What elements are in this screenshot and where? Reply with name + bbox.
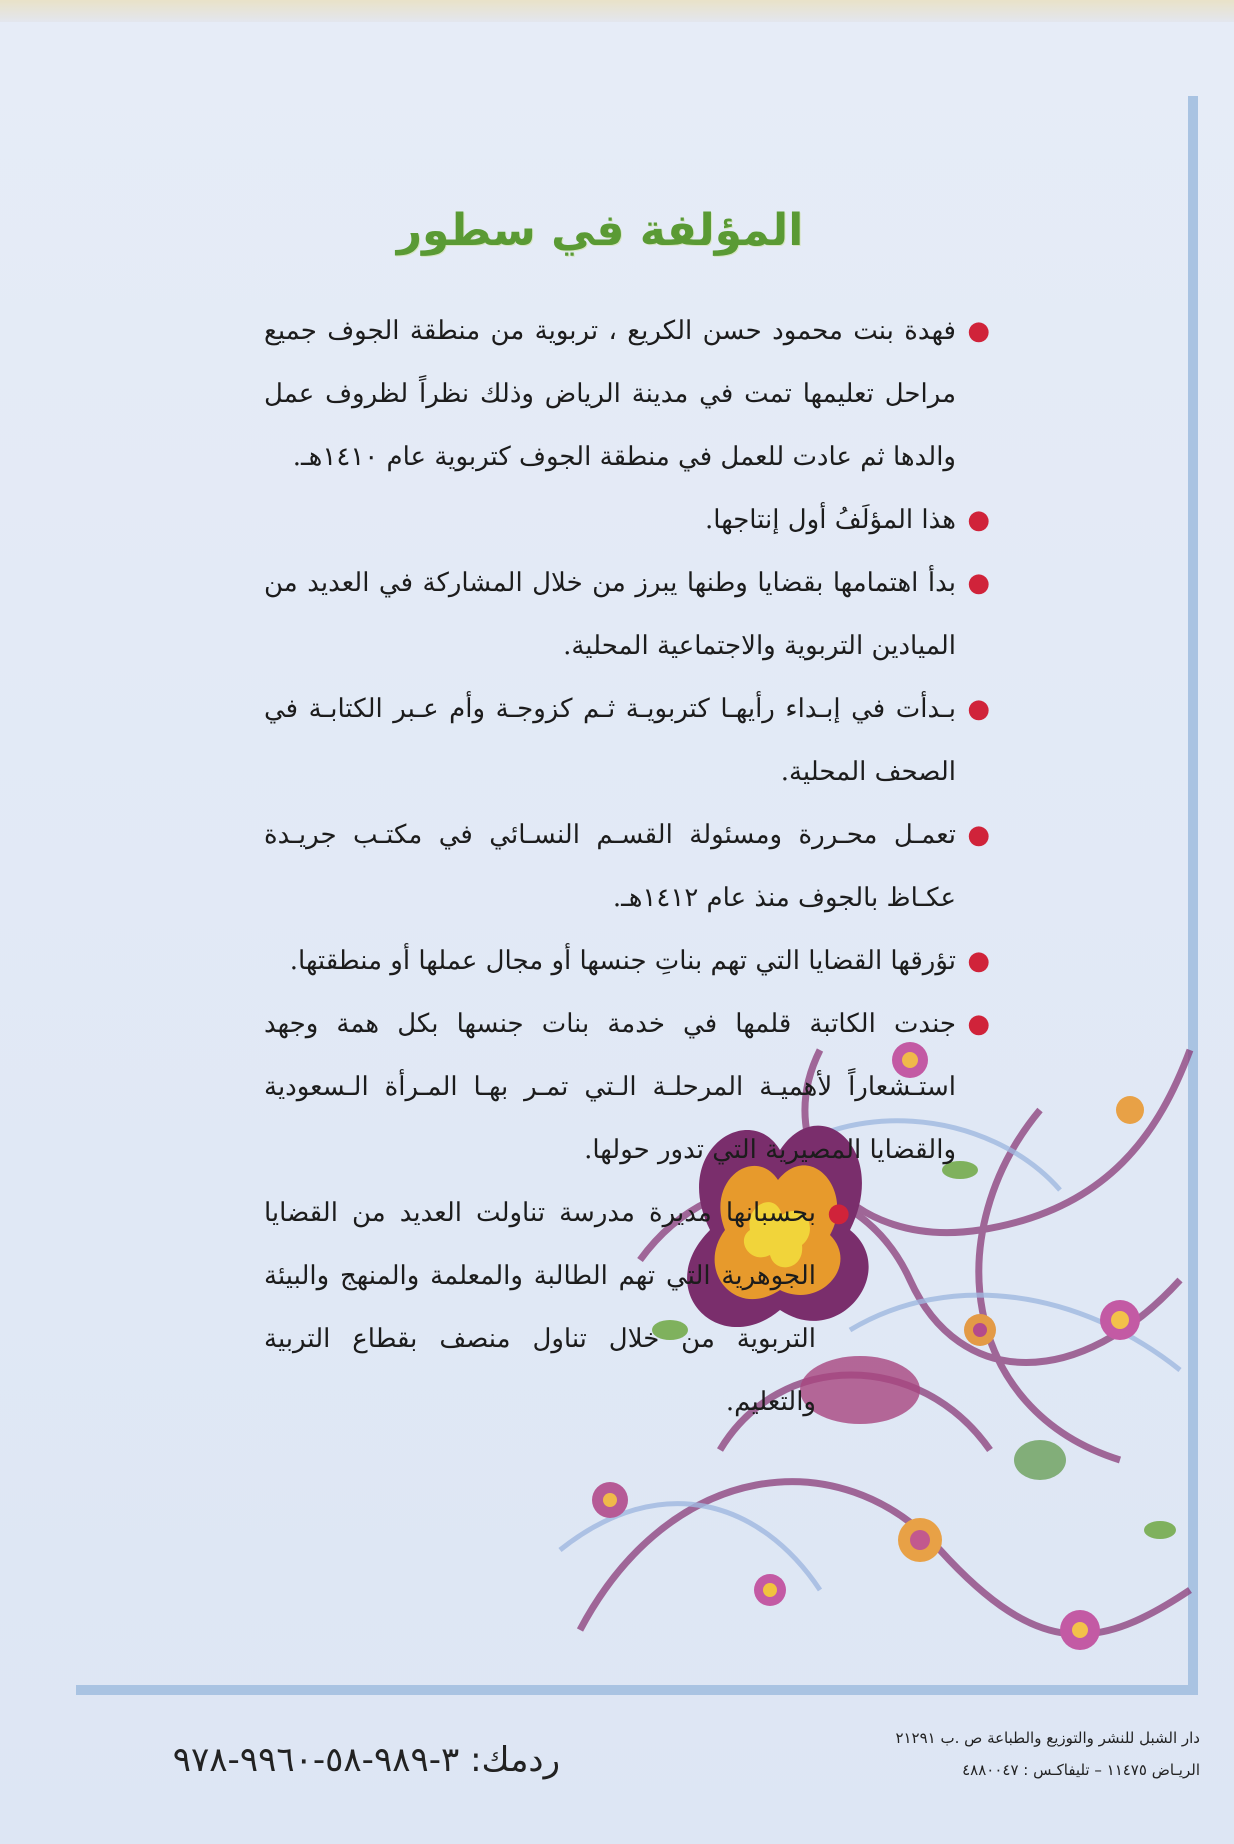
list-item <box>264 804 990 930</box>
bullet-icon: ● <box>967 1009 990 1039</box>
list-item <box>264 489 990 552</box>
list-item-text: تعمـل محـررة ومسئولة القسـم النسـائي في مكتـب جريـدة عكـاظ بالجوف منذ عام ١٤١٢هـ. <box>264 820 956 913</box>
list-item-text: جندت الكاتبة قلمها في خدمة بنات جنسها بكل همة وجهد استـشعاراً لأهميـة المرحلـة الـتي تمـر بهـا المـرأة الـسعودية والقضايا المصيرية التي تدور حولها. <box>264 1009 956 1165</box>
publisher-address: دار الشبل للنشر والتوزيع والطباعة ص .ب ٢١٢٩١ <box>895 1729 1200 1747</box>
list-item-text: فهدة بنت محمود حسن الكريع ، تربوية من منطقة الجوف جميع مراحل تعليمها تمت في مدينة الرياض وذلك نظراً لظروف عمل والدها ثم عادت للعمل في منطقة الجوف كتربوية عام ١٤١٠هـ. <box>264 316 956 472</box>
list-item <box>264 678 990 804</box>
bullet-icon: ● <box>967 316 990 346</box>
page-title: المؤلفة في سطور <box>396 205 804 256</box>
list-item-text: بحسبانها مديرة مدرسة تناولت العديد من القضايا الجوهرية التي تهم الطالبة والمعلمة والمنهج والبيئة التربوية من خلال تناول منصف بقطاع التربية والتعليم. <box>264 1198 816 1417</box>
bullet-icon: ● <box>967 946 990 976</box>
isbn: ردمك: ٣-٩٨٩-٥٨-٩٩٦٠-٩٧٨ <box>172 1740 560 1780</box>
list-item <box>264 1182 850 1434</box>
bullet-icon: ● <box>967 568 990 598</box>
publisher-info <box>820 1722 1200 1786</box>
publisher-contact: الريـاض ١١٤٧٥ – تليفاكـس : ٤٨٨٠٠٤٧ <box>962 1761 1200 1779</box>
list-item-text: بـدأت في إبـداء رأيهـا كتربويـة ثـم كزوجـة وأم عـبر الكتابـة في الصحف المحلية. <box>264 694 956 787</box>
bullet-icon: ● <box>967 505 990 535</box>
top-edge <box>0 0 1234 22</box>
list-item-text: بدأ اهتمامها بقضايا وطنها يبرز من خلال المشاركة في العديد من الميادين التربوية والاجتماعية المحلية. <box>264 568 956 661</box>
list-item <box>264 930 990 993</box>
list-item-text: تؤرقها القضايا التي تهم بناتِ جنسها أو مجال عملها أو منطقتها. <box>289 946 956 976</box>
bullet-icon: ● <box>967 694 990 724</box>
bullet-icon: ● <box>827 1198 850 1228</box>
list-item-text: هذا المؤلَفُ أول إنتاجها. <box>705 505 956 535</box>
bullet-icon: ● <box>967 820 990 850</box>
author-bio-list <box>264 300 990 1434</box>
list-item <box>264 552 990 678</box>
list-item <box>264 993 990 1182</box>
list-item <box>264 300 990 489</box>
